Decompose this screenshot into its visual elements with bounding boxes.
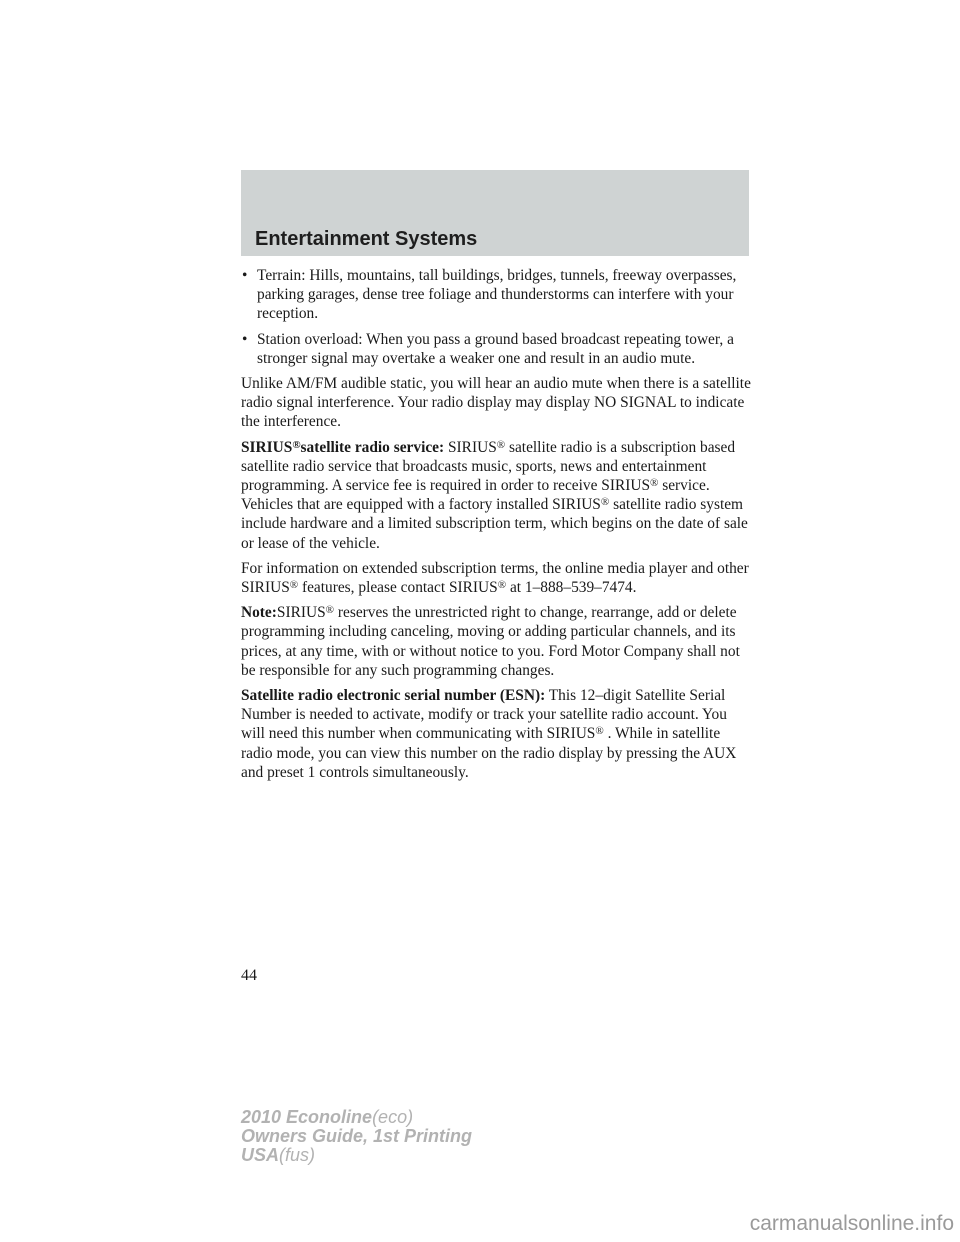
paragraph-audio-mute: Unlike AM/FM audible static, you will hear an audio mute when there is a satellite radio signal interference. Your radio display may display NO SIGNAL to indicate the interference. [241,375,751,431]
sirius-lead-heading: satellite radio service: [300,438,445,456]
registered-mark: ® [496,438,506,451]
registered-mark: ® [650,477,659,490]
esn-text-2: . While in satellite radio mode, you can view this number on the radio display by pressing the AUX and preset 1 controls simultaneously. [241,725,737,781]
registered-mark: ® [595,725,604,738]
document-footer [241,1108,472,1165]
note-label: Note: [241,604,277,622]
bullet-station-overload [241,330,753,368]
note-text-2: reserves the unrestricted right to change, rearrange, add or delete programming including canceling, moving or adding particular channels, and its prices, at any time, with or without notice to you. Ford Motor Company shall not be responsible for any such programming changes. [241,604,740,679]
watermark: carmanualsonline.info [749,1212,954,1235]
page-content [241,266,753,788]
footer-region: USA [241,1145,280,1165]
footer-region-line [241,1146,472,1165]
footer-printing: Owners Guide, 1st Printing [241,1126,473,1146]
sirius-text-4: satellite radio system include hardware and a limited subscription term, which begins on the date of sale or lease of the vehicle. [241,496,748,552]
esn-heading: Satellite radio electronic serial number (ESN): [241,687,546,705]
info-text-3: at 1–888–539–7474. [509,579,637,597]
registered-mark: ® [497,579,507,592]
info-text-2: features, please contact SIRIUS [301,579,498,597]
paragraph-subscription-info [241,559,753,597]
sirius-text-1: SIRIUS [448,438,497,456]
bullet-text: Terrain: Hills, mountains, tall buildings, bridges, tunnels, freeway overpasses, parking garages, dense tree foliage and thunderstorms can interfere with your reception. [257,267,737,323]
footer-model: 2010 Econoline [241,1107,373,1127]
registered-mark: ® [292,438,301,451]
bullet-dot: • [242,330,248,348]
section-title: Entertainment Systems [255,228,478,250]
bullet-text: Station overload: When you pass a ground based broadcast repeating tower, a stronger signal may overtake a weaker one and result in an audio mute. [257,330,734,367]
section-header-band [241,170,749,256]
footer-model-line [241,1108,472,1127]
footer-region-code: (fus) [279,1145,316,1165]
paragraph-note [241,603,753,680]
page-number: 44 [241,967,257,984]
note-text-1: SIRIUS [276,604,326,622]
sirius-lead-name: SIRIUS [241,438,293,456]
esn-text-1: This 12–digit Satellite Serial Number is needed to activate, modify or track your satellite radio account. You will need this number when communicating with SIRIUS [241,687,727,743]
bullet-terrain [241,266,753,324]
footer-model-code: (eco) [372,1107,414,1127]
registered-mark: ® [325,604,335,617]
paragraph-sirius-service [241,438,753,553]
info-text-1: For information on extended subscription terms, the online media player and other SIRIUS [241,559,749,597]
sirius-text-2: satellite radio is a subscription based satellite radio service that broadcasts music, sports, news and entertainment programming. A service fee is required in order to receive SIRIUS [241,438,736,495]
bullet-dot: • [242,267,248,284]
registered-mark: ® [289,579,299,592]
sirius-text-3: service. Vehicles that are equipped with a factory installed SIRIUS [241,477,710,514]
paragraph-esn [241,686,753,782]
registered-mark: ® [600,496,610,509]
